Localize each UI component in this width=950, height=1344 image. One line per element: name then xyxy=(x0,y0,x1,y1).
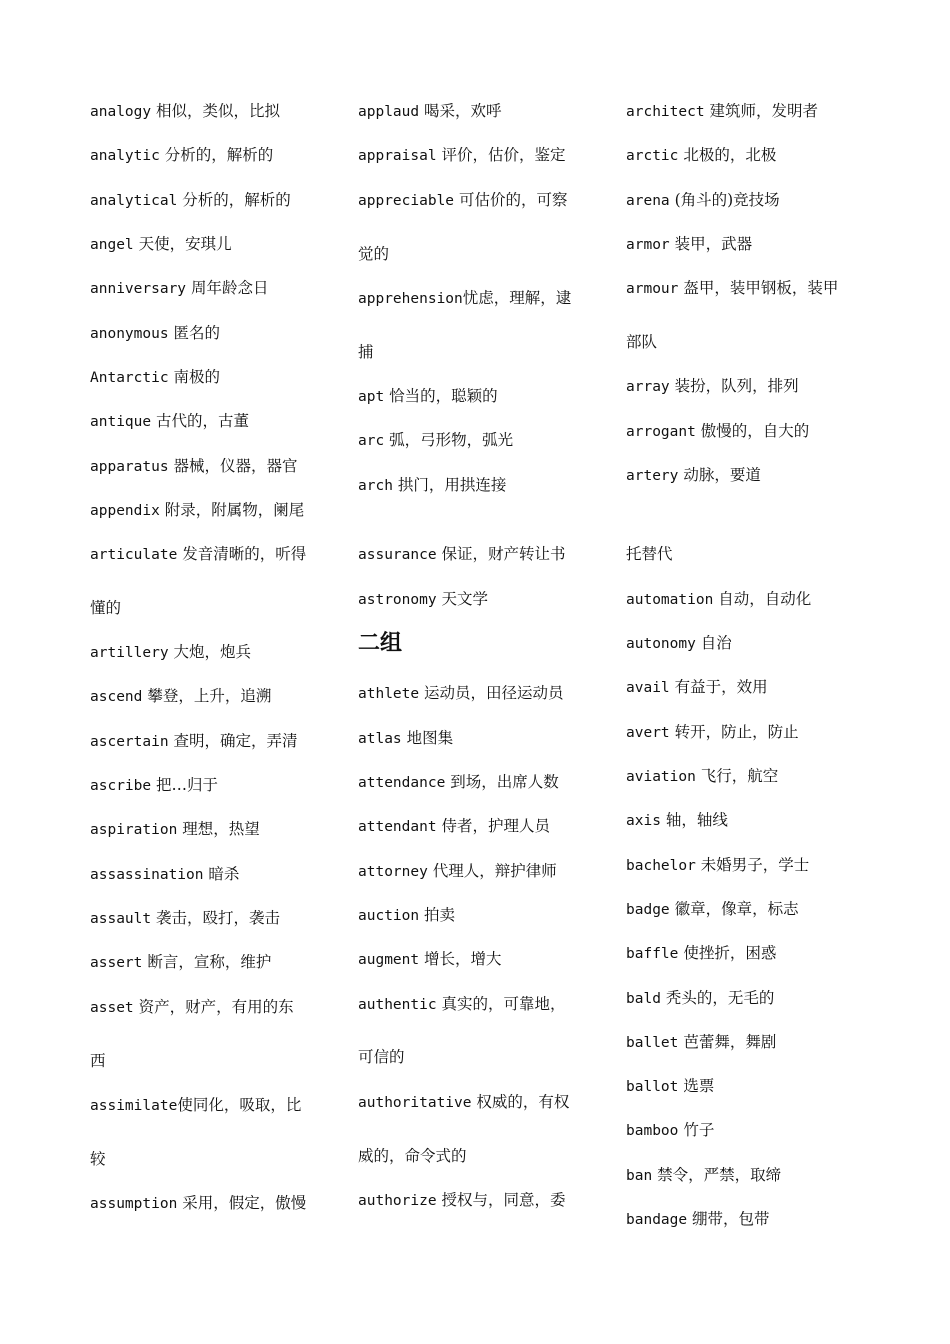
headword: aviation xyxy=(626,769,696,785)
gloss: 器械，仪器，器官 xyxy=(168,457,298,475)
headword: artillery xyxy=(90,645,169,661)
headword: armour xyxy=(626,281,679,297)
headword: appraisal xyxy=(358,148,437,164)
vocab-entry xyxy=(90,1095,301,1115)
vocab-entry xyxy=(358,288,571,308)
gloss: 动脉，要道 xyxy=(678,466,761,484)
vocab-entry xyxy=(626,1076,714,1096)
gloss: 忧虑，理解，逮 xyxy=(462,289,572,307)
vocab-entry xyxy=(626,234,752,254)
gloss: 查明，确定，弄清 xyxy=(168,732,298,750)
headword: athlete xyxy=(358,686,420,702)
headword: articulate xyxy=(90,547,178,563)
gloss: 分析的，解析的 xyxy=(159,146,274,164)
gloss: 代理人，辩护律师 xyxy=(427,862,557,880)
headword: apparatus xyxy=(90,459,169,475)
vocab-entry xyxy=(358,145,566,165)
gloss: 到场，出席人数 xyxy=(445,773,559,791)
headword: attorney xyxy=(358,864,428,880)
gloss: 天文学 xyxy=(436,590,489,608)
headword: arch xyxy=(358,478,393,494)
headword: assumption xyxy=(90,1196,178,1212)
headword: assurance xyxy=(358,547,437,563)
gloss: 真实的，可靠地， xyxy=(436,995,566,1013)
headword: appreciable xyxy=(358,193,455,209)
vocab-entry xyxy=(90,411,249,431)
vocab-entry xyxy=(90,952,271,972)
headword: arrogant xyxy=(626,424,696,440)
vocab-entry xyxy=(358,994,566,1014)
gloss: 拍卖 xyxy=(419,906,456,924)
headword: apt xyxy=(358,389,385,405)
vocab-entry xyxy=(626,855,809,875)
gloss: 装扮，队列，排列 xyxy=(669,377,799,395)
gloss: 附录，附属物，阑尾 xyxy=(159,501,305,519)
headword: bald xyxy=(626,991,661,1007)
vocab-entry xyxy=(626,278,838,298)
headword: automation xyxy=(626,592,714,608)
gloss: 选票 xyxy=(678,1077,715,1095)
headword: bandage xyxy=(626,1212,688,1228)
gloss: 保证，财产转让书 xyxy=(436,545,566,563)
vocab-entry xyxy=(626,988,774,1008)
vocab-entry xyxy=(358,544,566,564)
section-heading: 二组 xyxy=(358,631,403,656)
gloss: 自治 xyxy=(695,634,732,652)
vocab-entry xyxy=(626,766,778,786)
headword: auction xyxy=(358,908,420,924)
headword: bamboo xyxy=(626,1123,679,1139)
gloss: 拱门，用拱连接 xyxy=(392,476,507,494)
vocab-entry xyxy=(90,819,260,839)
vocab-entry xyxy=(358,728,453,748)
gloss: 装甲，武器 xyxy=(669,235,753,253)
vocab-entry xyxy=(358,683,564,703)
headword: anniversary xyxy=(90,281,187,297)
vocab-entry xyxy=(358,1092,569,1112)
gloss: 授权与，同意，委 xyxy=(436,1191,566,1209)
headword: architect xyxy=(626,104,705,120)
vocab-entry xyxy=(626,421,809,441)
headword: attendant xyxy=(358,819,437,835)
gloss: 禁令，严禁，取缔 xyxy=(652,1166,782,1184)
vocab-entry: 捕 xyxy=(358,343,374,361)
gloss: 理想，热望 xyxy=(177,820,260,838)
vocab-entry xyxy=(90,456,298,476)
headword: antique xyxy=(90,414,152,430)
vocab-entry: 威的，命令式的 xyxy=(358,1147,467,1165)
headword: appendix xyxy=(90,503,160,519)
headword: arc xyxy=(358,433,385,449)
headword: angel xyxy=(90,237,134,253)
headword: armor xyxy=(626,237,670,253)
gloss: 暗杀 xyxy=(203,865,240,883)
headword: Antarctic xyxy=(90,370,169,386)
gloss: 周年龄念日 xyxy=(186,279,269,297)
gloss: 相似，类似，比拟 xyxy=(151,102,281,120)
headword: assault xyxy=(90,911,152,927)
headword: analogy xyxy=(90,104,152,120)
gloss: 未婚男子，学士 xyxy=(695,856,810,874)
headword: baffle xyxy=(626,946,679,962)
gloss: 攀登，上升，追溯 xyxy=(142,687,272,705)
gloss: 使同化，吸取，比 xyxy=(177,1096,302,1114)
vocab-entry xyxy=(626,722,799,742)
gloss: 大炮，炮兵 xyxy=(168,643,252,661)
headword: anonymous xyxy=(90,326,169,342)
gloss: 采用，假定，傲慢 xyxy=(177,1194,307,1212)
vocab-entry xyxy=(626,633,732,653)
vocab-entry xyxy=(90,731,298,751)
vocab-entry xyxy=(90,500,304,520)
gloss: 恰当的，聪颖的 xyxy=(384,387,498,405)
gloss: 转开，防止，防止 xyxy=(669,723,799,741)
gloss: 喝采，欢呼 xyxy=(419,102,502,120)
vocab-entry xyxy=(358,190,567,210)
headword: asset xyxy=(90,1000,134,1016)
gloss: 可估价的，可察 xyxy=(454,191,568,209)
gloss: 自动，自动化 xyxy=(713,590,812,608)
headword: ascend xyxy=(90,689,143,705)
gloss: 袭击，殴打，袭击 xyxy=(151,909,281,927)
vocab-entry xyxy=(626,145,776,165)
vocab-entry xyxy=(90,367,220,387)
headword: analytic xyxy=(90,148,160,164)
headword: apprehension xyxy=(358,291,463,307)
headword: atlas xyxy=(358,731,402,747)
vocab-entry xyxy=(626,943,776,963)
vocab-entry xyxy=(90,234,232,254)
headword: ballet xyxy=(626,1035,679,1051)
vocab-entry xyxy=(626,1120,714,1140)
vocab-entry xyxy=(626,190,780,210)
vocab-entry xyxy=(358,816,550,836)
gloss: 有益于，效用 xyxy=(669,678,768,696)
gloss: 权威的，有权 xyxy=(471,1093,570,1111)
headword: artery xyxy=(626,468,679,484)
gloss: 竹子 xyxy=(678,1121,715,1139)
headword: assert xyxy=(90,955,143,971)
headword: arctic xyxy=(626,148,679,164)
gloss: 建筑师，发明者 xyxy=(704,102,819,120)
gloss: 轴，轴线 xyxy=(660,811,728,829)
headword: ballot xyxy=(626,1079,679,1095)
vocab-entry xyxy=(358,101,502,121)
vocab-entry: 托替代 xyxy=(626,545,673,563)
headword: assimilate xyxy=(90,1098,178,1114)
gloss: 侍者，护理人员 xyxy=(436,817,551,835)
gloss: 分析的，解析的 xyxy=(177,191,291,209)
gloss: 绷带，包带 xyxy=(687,1210,770,1228)
gloss: 断言，宣称，维护 xyxy=(142,953,272,971)
gloss: 南极的 xyxy=(168,368,221,386)
vocab-entry xyxy=(626,677,768,697)
vocab-entry xyxy=(358,772,559,792)
gloss: 芭蕾舞，舞剧 xyxy=(678,1033,777,1051)
gloss: 使挫折，困惑 xyxy=(678,944,777,962)
gloss: 运动员，田径运动员 xyxy=(419,684,564,702)
gloss: 飞行，航空 xyxy=(695,767,779,785)
gloss: 发音清晰的，听得 xyxy=(177,545,307,563)
vocab-entry xyxy=(90,145,273,165)
vocab-entry xyxy=(358,430,513,450)
gloss: (角斗的)竞技场 xyxy=(669,191,780,209)
vocab-entry xyxy=(626,589,811,609)
gloss: 天使，安琪儿 xyxy=(133,235,232,253)
vocab-entry: 觉的 xyxy=(358,245,390,263)
headword: badge xyxy=(626,902,670,918)
vocab-entry: 懂的 xyxy=(90,599,122,617)
vocab-entry xyxy=(90,190,291,210)
headword: axis xyxy=(626,813,661,829)
vocab-entry xyxy=(626,101,818,121)
headword: avert xyxy=(626,725,670,741)
vocab-entry xyxy=(626,1209,770,1229)
vocab-entry xyxy=(90,908,280,928)
vocab-entry xyxy=(90,323,220,343)
vocab-entry: 可信的 xyxy=(358,1048,405,1066)
headword: arena xyxy=(626,193,670,209)
gloss: 古代的，古董 xyxy=(151,412,250,430)
headword: attendance xyxy=(358,775,446,791)
headword: avail xyxy=(626,680,670,696)
vocab-entry xyxy=(626,465,761,485)
headword: authorize xyxy=(358,1193,437,1209)
gloss: 资产，财产，有用的东 xyxy=(133,998,294,1016)
vocab-entry xyxy=(90,544,306,564)
vocab-entry xyxy=(626,810,728,830)
gloss: 匿名的 xyxy=(168,324,221,342)
gloss: 盔甲，装甲钢板，装甲 xyxy=(678,279,839,297)
vocab-entry: 西 xyxy=(90,1052,106,1070)
gloss: 增长，增大 xyxy=(419,950,502,968)
headword: assassination xyxy=(90,867,204,883)
headword: ban xyxy=(626,1168,653,1184)
headword: authentic xyxy=(358,997,437,1013)
headword: aspiration xyxy=(90,822,178,838)
vocab-entry xyxy=(358,475,506,495)
headword: analytical xyxy=(90,193,178,209)
headword: ascertain xyxy=(90,734,169,750)
headword: ascribe xyxy=(90,778,152,794)
vocab-entry: 较 xyxy=(90,1150,106,1168)
vocab-entry xyxy=(358,589,488,609)
vocab-entry xyxy=(358,949,502,969)
headword: applaud xyxy=(358,104,420,120)
gloss: 徽章，像章，标志 xyxy=(669,900,799,918)
headword: autonomy xyxy=(626,636,696,652)
headword: astronomy xyxy=(358,592,437,608)
headword: bachelor xyxy=(626,858,696,874)
vocab-entry xyxy=(358,861,557,881)
gloss: 地图集 xyxy=(401,729,454,747)
vocab-entry xyxy=(90,997,294,1017)
vocab-entry xyxy=(90,864,239,884)
gloss: 弧，弓形物，弧光 xyxy=(384,431,514,449)
vocab-entry xyxy=(358,905,455,925)
headword: array xyxy=(626,379,670,395)
vocab-entry xyxy=(626,1032,776,1052)
vocab-entry xyxy=(358,386,498,406)
vocab-entry xyxy=(90,101,280,121)
headword: authoritative xyxy=(358,1095,472,1111)
vocab-entry xyxy=(626,376,799,396)
vocab-entry xyxy=(358,1190,566,1210)
vocab-entry xyxy=(626,1165,781,1185)
vocab-entry xyxy=(90,775,218,795)
headword: augment xyxy=(358,952,420,968)
vocab-entry: 部队 xyxy=(626,333,658,351)
vocab-entry xyxy=(626,899,799,919)
gloss: 秃头的，无毛的 xyxy=(660,989,775,1007)
gloss: 傲慢的，自大的 xyxy=(695,422,810,440)
vocab-entry xyxy=(90,278,268,298)
vocab-entry xyxy=(90,642,251,662)
gloss: 把…归于 xyxy=(151,776,219,794)
gloss: 评价，估价，鉴定 xyxy=(436,146,566,164)
vocab-entry xyxy=(90,1193,306,1213)
gloss: 北极的，北极 xyxy=(678,146,777,164)
vocab-entry xyxy=(90,686,271,706)
